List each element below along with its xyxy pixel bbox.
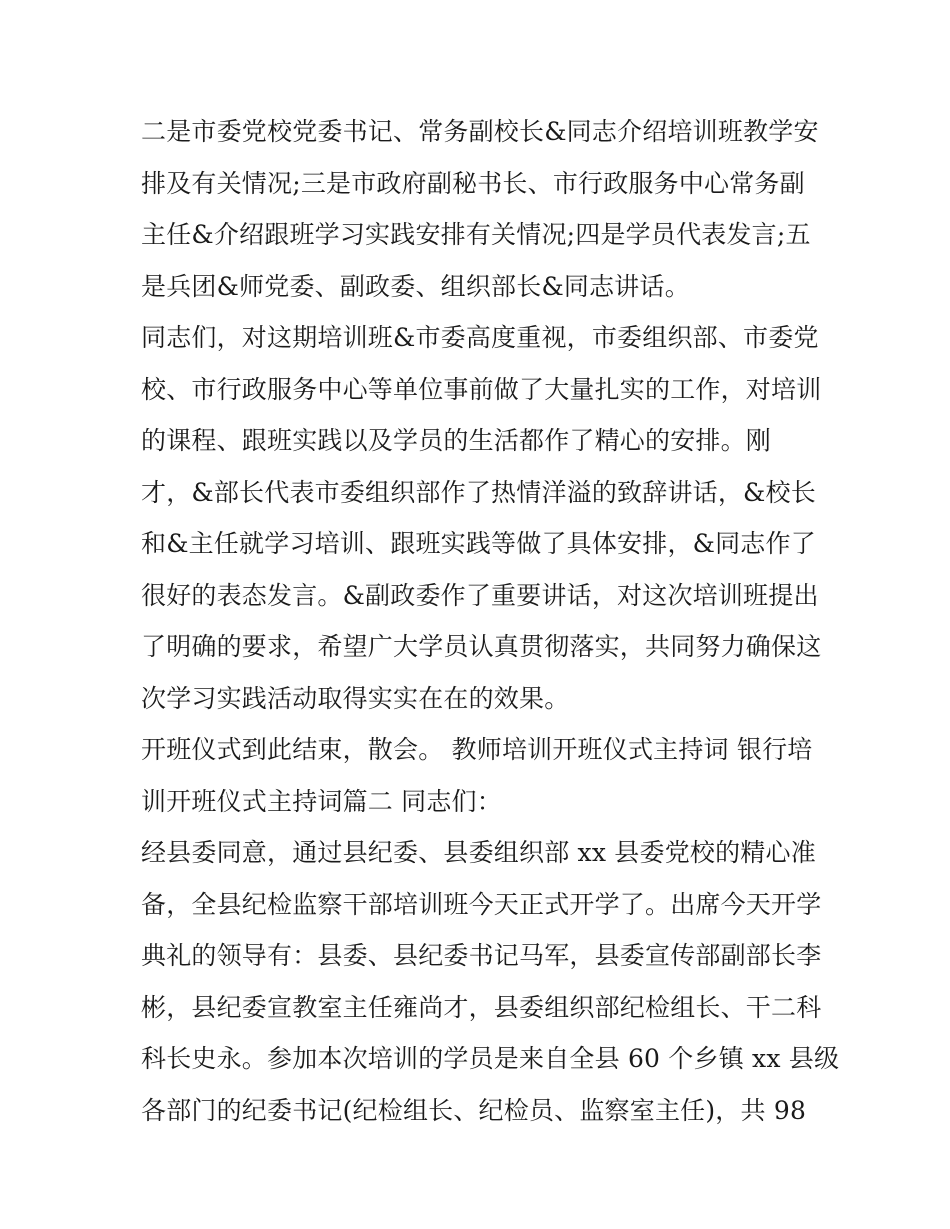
text-line: 科长史永。参加本次培训的学员是来自全县 60 个乡镇 xx 县级 <box>141 1044 840 1073</box>
text-line: 的课程、跟班实践以及学员的生活都作了精心的安排。刚 <box>141 426 772 455</box>
text-line: 训开班仪式主持词篇二 同志们： <box>141 786 502 816</box>
text-line: 是兵团&师党委、副政委、组织部长&同志讲话。 <box>141 271 690 301</box>
text-line: 才，&部长代表市委组织部作了热情洋溢的致辞讲话，&校长 <box>141 477 816 507</box>
text-line: 同志们，对这期培训班&市委高度重视，市委组织部、市委党 <box>141 323 819 352</box>
text-line: 排及有关情况;三是市政府副秘书长、市行政服务中心常务副 <box>141 168 805 198</box>
text-line: 彬，县纪委宣教室主任雍尚才，县委组织部纪检组长、干二科 <box>141 992 822 1022</box>
text-line: 典礼的领导有：县委、县纪委书记马军，县委宣传部副部长李 <box>141 941 822 970</box>
text-line: 校、市行政服务中心等单位事前做了大量扎实的工作，对培训 <box>141 374 822 404</box>
text-line: 次学习实践活动取得实实在在的效果。 <box>141 683 570 713</box>
text-line: 各部门的纪委书记(纪检组长、纪检员、监察室主任)，共 98 <box>141 1095 807 1125</box>
text-line: 二是市委党校党委书记、常务副校长&同志介绍培训班教学安 <box>141 117 819 146</box>
text-line: 很好的表态发言。&副政委作了重要讲话，对这次培训班提出 <box>141 580 819 610</box>
text-line: 了明确的要求，希望广大学员认真贯彻落实，共同努力确保这 <box>141 632 822 661</box>
document-body <box>141 106 840 1136</box>
text-line: 经县委同意，通过县纪委、县委组织部 xx 县委党校的精心准 <box>141 838 816 867</box>
text-line: 主任&介绍跟班学习实践安排有关情况;四是学员代表发言;五 <box>141 220 811 249</box>
text-line: 开班仪式到此结束，散会。 教师培训开班仪式主持词 银行培 <box>141 735 813 764</box>
text-line: 和&主任就学习培训、跟班实践等做了具体安排，&同志作了 <box>141 529 816 558</box>
text-line: 备，全县纪检监察干部培训班今天正式开学了。出席今天开学 <box>141 889 822 919</box>
